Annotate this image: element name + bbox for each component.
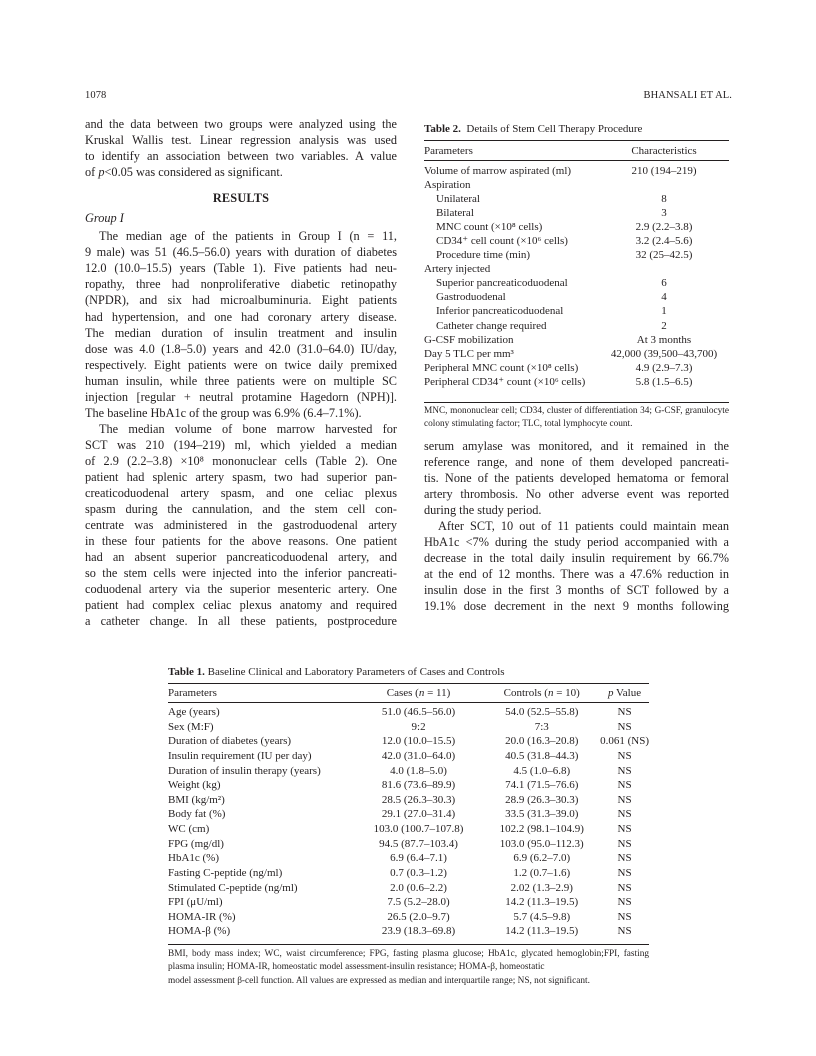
table1-cases: 28.5 (26.3–30.3) — [381, 793, 456, 806]
table2-row — [424, 290, 729, 304]
table1-header-row — [168, 684, 649, 702]
table2-param: Peripheral CD34⁺ count (×10⁶ cells) — [424, 375, 586, 388]
footnote-line: FPI, fasting plasma insulin; HOMA-IR, homeostatic model assessment-insulin resistance; HOMA-β, homeostatic — [168, 949, 649, 973]
table1-controls: 54.0 (52.5–55.8) — [505, 706, 579, 718]
table1-param: Body fat (%) — [168, 808, 226, 821]
text-line: so the stem cells were injected into the inferior pancreati- — [85, 566, 397, 581]
text-line: during the study period. — [424, 503, 542, 518]
text-line: ropathy, three had nonproliferative diabetic retinopathy — [85, 277, 397, 292]
page-number: 1078 — [85, 90, 107, 101]
text-fragment: of — [85, 165, 99, 180]
table1-cases: 23.9 (18.3–69.8) — [381, 925, 456, 938]
table1-controls: 28.9 (26.3–30.3) — [505, 793, 579, 806]
italic-symbol: p — [608, 687, 614, 699]
group-subheading: Group I — [85, 211, 124, 226]
table2-param: Day 5 TLC per mm³ — [424, 347, 514, 360]
group1-paragraph-2 — [85, 421, 397, 630]
table1-param: Duration of insulin therapy (years) — [168, 764, 321, 777]
table1-cases: 94.5 (87.7–103.4) — [379, 837, 458, 850]
table1-controls: 6.9 (6.2–7.0) — [513, 852, 571, 865]
table1-row — [168, 807, 649, 822]
table1-controls: 103.0 (95.0–112.3) — [499, 837, 584, 850]
table1-p-value: NS — [617, 749, 632, 762]
table1-p-value: NS — [617, 779, 632, 792]
table1-cases: 4.0 (1.8–5.0) — [390, 764, 447, 777]
text-line: respectively. Eight patients were on twice daily premixed — [85, 357, 397, 372]
table1-param: HOMA-IR (%) — [168, 910, 236, 923]
text-line — [85, 164, 397, 180]
text-line: 9 male) was 51 (46.5–56.0) years with duration of diabetes — [85, 245, 397, 260]
table2-row — [424, 304, 729, 318]
text-line: Kruskal Wallis test. Linear regression analysis was used — [85, 133, 397, 148]
table1-col-parameters: Parameters — [168, 687, 217, 699]
table1 — [168, 684, 649, 939]
table1-controls: 4.5 (1.0–6.8) — [513, 764, 571, 777]
table2-footnote: MNC, mononuclear cell; CD34, cluster of differentiation 34; G-CSF, granulocyte colony stimulating factor; TLC, total lymphocyte count. — [424, 406, 729, 430]
table1-row — [168, 895, 649, 910]
table2-row — [424, 361, 729, 375]
footnote-line: model assessment β-cell function. All values are expressed as median and interquartile range; NS, not significant. — [168, 975, 590, 986]
table2-param: CD34⁺ cell count (×10⁶ cells) — [436, 235, 568, 248]
table1-cases: 42.0 (31.0–64.0) — [381, 749, 456, 762]
table2-top-rule — [424, 140, 729, 141]
table1-controls: 40.5 (31.8–44.3) — [505, 749, 579, 762]
table2-value: 8 — [661, 193, 667, 206]
text-line: dose was 4.0 (1.8–5.0) years and 42.0 (31.0–64.0) IU/day, — [85, 341, 397, 356]
text-line: had an absent superior pancreaticoduodenal artery, and — [85, 550, 397, 565]
table1-row — [168, 910, 649, 925]
table1-p-value: NS — [617, 925, 632, 938]
table2-row — [424, 220, 729, 234]
table2 — [424, 142, 729, 389]
text-fragment: <0.05 was considered as significant. — [104, 165, 283, 180]
table2-value: 5.8 (1.5–6.5) — [635, 375, 693, 388]
table1-row — [168, 720, 649, 735]
table1-param: Weight (kg) — [168, 779, 221, 792]
table2-title: Details of Stem Cell Therapy Procedure — [466, 123, 643, 135]
table1-param: Duration of diabetes (years) — [168, 735, 292, 748]
text-line: of 2.9 (2.2–3.8) ×10⁸ mononuclear cells (Table 2). One — [85, 453, 397, 468]
table1-cases: 26.5 (2.0–9.7) — [387, 910, 450, 923]
p-symbol: p — [98, 165, 105, 180]
table2-header-row — [424, 142, 729, 160]
table1-controls: 14.2 (11.3–19.5) — [505, 896, 579, 909]
table2-row — [424, 276, 729, 290]
methods-paragraph — [85, 116, 397, 180]
table2-row — [424, 206, 729, 220]
table1-title: Baseline Clinical and Laboratory Parameters of Cases and Controls — [207, 666, 505, 678]
table2-param: Peripheral MNC count (×10⁸ cells) — [424, 361, 579, 374]
outcome-paragraph — [424, 518, 729, 614]
text-line: patient had complex celiac plexus anatomy and required — [85, 598, 397, 613]
table1-param: WC (cm) — [168, 823, 210, 835]
table2-caption — [424, 123, 642, 135]
table2-param: Aspiration — [424, 179, 471, 192]
table1-p-value: NS — [617, 881, 632, 894]
table2-row — [424, 333, 729, 347]
table1-cases: 2.0 (0.6–2.2) — [390, 881, 447, 894]
table2-value: 4 — [661, 291, 667, 304]
text-line: 12.0 (10.0–15.5) years (Table 1). Five patients had neu- — [85, 261, 397, 276]
text-line: decrease in the total daily insulin requirement by 66.7% — [424, 551, 729, 566]
table1-row — [168, 702, 649, 720]
table2-param: Artery injected — [424, 263, 491, 276]
table1-p-value: NS — [617, 823, 632, 835]
table2-value: 1 — [661, 305, 667, 318]
table1-caption — [168, 666, 505, 678]
table2-param: Unilateral — [436, 193, 480, 206]
table1-cases: 103.0 (100.7–107.8) — [373, 823, 464, 835]
table2-row — [424, 347, 729, 361]
text-line: and the data between two groups were analyzed using the — [85, 117, 397, 131]
text-line: tis. None of the patients developed hematoma or femoral — [424, 471, 729, 486]
adverse-events-paragraph — [424, 438, 729, 518]
text-line: spasm during the cannulation, and the stem cell con- — [85, 502, 397, 517]
table1-p-value: NS — [617, 852, 632, 865]
table2-param: Inferior pancreaticoduodenal — [436, 305, 564, 318]
table2-value: 2.9 (2.2–3.8) — [635, 221, 693, 234]
table1-controls: 102.2 (98.1–104.9) — [499, 823, 584, 835]
table2-col-parameters: Parameters — [424, 145, 473, 157]
table1-controls: 7:3 — [534, 720, 549, 733]
table1-col-controls: Controls (n = 10) — [503, 687, 580, 699]
text-line: human insulin, while three patients were on multiple SC — [85, 373, 397, 388]
table1-controls: 33.5 (31.3–39.0) — [505, 808, 579, 821]
table2-value: 32 (25–42.5) — [635, 249, 693, 262]
table2-value: 210 (194–219) — [631, 165, 697, 177]
table2-row — [424, 319, 729, 333]
table2-param: MNC count (×10⁸ cells) — [436, 221, 543, 234]
table1-param: FPG (mg/dl) — [168, 837, 224, 850]
table1-p-value: NS — [617, 896, 632, 909]
table1-p-value: NS — [617, 706, 632, 718]
table1-cases: 51.0 (46.5–56.0) — [381, 706, 456, 718]
table1-cases: 29.1 (27.0–31.4) — [381, 808, 456, 821]
text-line: HbA1c <7% during the study period accompanied with a — [424, 535, 729, 550]
running-title: BHANSALI ET AL. — [643, 90, 732, 101]
table2-param: Catheter change required — [436, 319, 547, 332]
table1-row — [168, 837, 649, 852]
right-column — [424, 438, 729, 615]
table1-col-cases: Cases (n = 11) — [386, 687, 451, 699]
table1-row — [168, 881, 649, 896]
footnote-line: BMI, body mass index; WC, waist circumference; FPG, fasting plasma glucose; HbA1c, glycated hemoglobin; — [168, 949, 604, 959]
table1-controls: 74.1 (71.5–76.6) — [505, 779, 579, 792]
table2-value: 4.9 (2.9–7.3) — [635, 361, 693, 374]
text-line: The baseline HbA1c of the group was 6.9% (6.4–7.1%). — [85, 405, 362, 420]
text-line: The median volume of bone marrow harvested for — [99, 421, 397, 436]
italic-symbol: n — [418, 687, 425, 699]
italic-symbol: n — [547, 687, 554, 699]
table1-footnote — [168, 948, 649, 988]
table2-value — [599, 178, 729, 192]
group1-paragraph-1 — [85, 228, 397, 421]
table2-param: Superior pancreaticoduodenal — [436, 277, 568, 290]
table1-p-value: NS — [617, 720, 632, 733]
table1-label: Table 1. — [168, 666, 205, 678]
table2-col-characteristics: Characteristics — [631, 145, 697, 157]
table1-param: HOMA-β (%) — [168, 925, 231, 938]
table1-cases: 0.7 (0.3–1.2) — [390, 866, 447, 879]
table1-p-value: NS — [617, 910, 632, 923]
text-line: at the end of 12 months. There was a 47.6% reduction in — [424, 567, 729, 582]
text-line: SCT was 210 (194–219) ml, which yielded a median — [85, 437, 397, 452]
text-line: to identify an association between two variables. A value — [85, 149, 397, 164]
table1-cases: 7.5 (5.2–28.0) — [387, 896, 450, 909]
table2-value: 3.2 (2.4–5.6) — [635, 235, 693, 248]
table1-controls: 14.2 (11.3–19.5) — [505, 925, 579, 938]
text-line: had hypertension, and one had coronary artery disease. — [85, 309, 397, 324]
text-line: reference range, and none of them developed pancreati- — [424, 455, 729, 470]
table1-cases: 81.6 (73.6–89.9) — [381, 779, 456, 792]
text-line: injection [regular + neutral protamine Hagedorn (NPH)]. — [85, 389, 397, 404]
table2-param: G-CSF mobilization — [424, 333, 514, 346]
table2-bottom-rule — [424, 402, 729, 403]
table1-controls: 1.2 (0.7–1.6) — [513, 866, 571, 879]
text-line: The median duration of insulin treatment and insulin — [85, 325, 397, 340]
table1-param: Fasting C-peptide (ng/ml) — [168, 866, 283, 879]
table1-p-value: NS — [617, 808, 632, 821]
table2-value: 6 — [661, 277, 667, 290]
text-line: (NPDR), and six had microalbuminuria. Eight patients — [85, 293, 397, 308]
table1-row — [168, 749, 649, 764]
table1-param: BMI (kg/m²) — [168, 793, 225, 806]
table1-param: Age (years) — [168, 706, 220, 718]
text-line: After SCT, 10 out of 11 patients could maintain mean — [438, 519, 729, 534]
table1-row — [168, 778, 649, 793]
table2-row — [424, 160, 729, 178]
table1-param: Stimulated C-peptide (ng/ml) — [168, 881, 298, 894]
table2-value: 42,000 (39,500–43,700) — [610, 347, 718, 360]
table2-row — [424, 178, 729, 192]
table1-param: HbA1c (%) — [168, 852, 220, 865]
text-line: insulin dose in the first 3 months of SCT followed by a — [424, 583, 729, 598]
table2-row — [424, 192, 729, 206]
table2-row — [424, 375, 729, 389]
text-line: centrate was administered in the gastroduodenal artery — [85, 518, 397, 533]
text-line: a catheter change. In all these patients, postprocedure — [85, 614, 397, 629]
table1-p-value: NS — [617, 837, 632, 850]
text-line: coduodenal artery via the superior mesenteric artery. One — [85, 582, 397, 597]
table1-param: Sex (M:F) — [168, 720, 214, 733]
table1-row — [168, 851, 649, 866]
table1-param: Insulin requirement (IU per day) — [168, 749, 312, 762]
table1-cases: 12.0 (10.0–15.5) — [381, 735, 456, 748]
text-line: patient had splenic artery spasm, two had superior pan- — [85, 469, 397, 484]
table1-p-value: NS — [617, 764, 632, 777]
table1-row — [168, 822, 649, 837]
table1-p-value: 0.061 (NS) — [600, 735, 649, 748]
table1-row — [168, 734, 649, 749]
table1-controls: 2.02 (1.3–2.9) — [510, 881, 573, 894]
table1-p-value: NS — [617, 866, 632, 879]
table2-label: Table 2. — [424, 123, 461, 135]
table1-controls: 20.0 (16.3–20.8) — [505, 735, 579, 748]
table2-param: Volume of marrow aspirated (ml) — [424, 165, 572, 177]
table2-value — [599, 262, 729, 276]
results-heading: RESULTS — [212, 191, 270, 206]
table1-bottom-rule — [168, 944, 649, 945]
table2-value: At 3 months — [636, 333, 692, 346]
table2-value: 2 — [661, 319, 667, 332]
text-line: serum amylase was monitored, and it remained in the — [424, 439, 729, 453]
text-line: 19.1% dose decrement in the next 9 months following — [424, 599, 729, 614]
text-line: artery thrombosis. No other adverse event was reported — [424, 487, 729, 502]
left-column — [85, 116, 397, 629]
text-line: in these four patients for the above reasons. One patient — [85, 534, 397, 549]
table1-row — [168, 924, 649, 939]
table2-param: Bilateral — [436, 207, 474, 220]
table2-value: 3 — [661, 207, 667, 220]
table1-cases: 6.9 (6.4–7.1) — [390, 852, 447, 865]
table1-row — [168, 764, 649, 779]
table1-controls: 5.7 (4.5–9.8) — [513, 910, 571, 923]
table2-row — [424, 234, 729, 248]
text-line: creaticoduodenal artery spasm, and one celiac plexus — [85, 486, 397, 501]
text-line: The median age of the patients in Group I (n = 11, — [99, 229, 397, 244]
table1-param: FPI (μU/ml) — [168, 896, 223, 909]
table1-row — [168, 793, 649, 808]
table2-param: Procedure time (min) — [436, 249, 531, 262]
table1-cases: 9:2 — [411, 720, 426, 733]
table2-row — [424, 262, 729, 276]
table1-p-value: NS — [617, 793, 632, 806]
table1-col-p-value: p Value — [608, 687, 642, 699]
table2-param: Gastroduodenal — [436, 291, 506, 304]
table1-row — [168, 866, 649, 881]
table2-row — [424, 248, 729, 262]
